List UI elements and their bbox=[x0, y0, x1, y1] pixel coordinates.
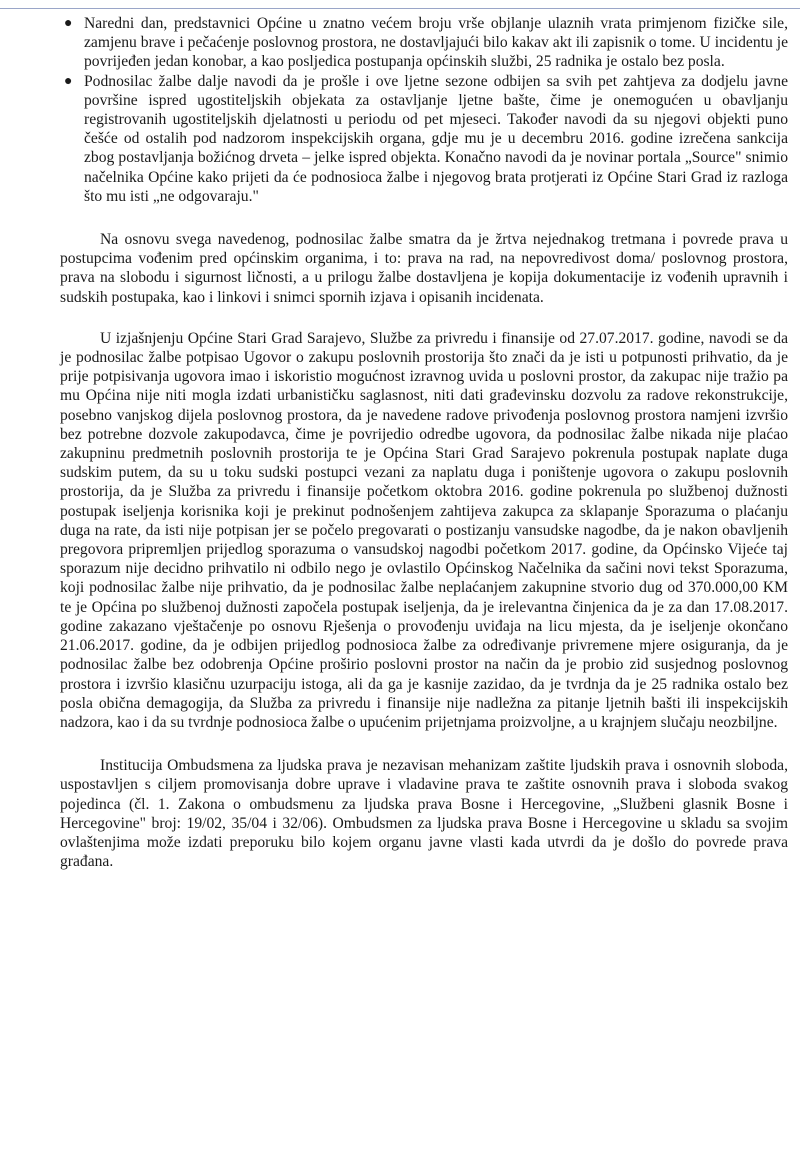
paragraph-summary: Na osnovu svega navedenog, podnosilac žalbe smatra da je žrtva nejednakog tretmana i povrede prava u postupcima vođenim pred općinskim organima, i to: prava na rad, na nepovredivost doma/ poslovnog prostora, prava na slobodu i sigurnost ličnosti, a u prilogu žalbe dostavljena je kopija dokumentacije iz vođenih upravnih i sudskih postupaka, kao i linkovi i snimci spornih izjava i opisanih incidenata. bbox=[60, 231, 788, 306]
bullet-icon: ● bbox=[64, 73, 73, 89]
list-item bbox=[60, 14, 788, 72]
document-page bbox=[60, 14, 788, 871]
bullet-text-2: Podnosilac žalbe dalje navodi da je prošle i ove ljetne sezone odbijen sa svih pet zahtjeva za dodjelu javne površine ispred ugostiteljskih objekata za ostavljanje ljetne bašte, čime je onemogućen u obavljanju registrovanih ugostiteljskih djelatnosti u periodu od pet mjeseci. Također navodi da su njegovi objekti puno češće od ostalih pod nadzorom inspekcijskih organa, gdje mu je u decembru 2016. godine izrečena sankcija zbog postavljanja božićnog drveta – jelke ispred objekta. Konačno navodi da je novinar portala „Source" snimio načelnika Općine kako prijeti da će podnosioca žalbe i njegovog brata protjerati iz Općine Stari Grad iz razloga što mu isti „ne odgovaraju." bbox=[84, 72, 788, 205]
bullet-text-1: Naredni dan, predstavnici Općine u znatno većem broju vrše objlanje ulaznih vrata primjenom fizičke sile, zamjenu brave i pečaćenje poslovnog prostora, ne dostavljajući bilo kakav akt ili zapisnik o tome. U incidentu je povrijeđen jedan konobar, a kao posljedica postupanja općinskih službi, 25 radnika je ostalo bez posla. bbox=[84, 15, 788, 71]
paragraph-municipality-statement: U izjašnjenju Općine Stari Grad Sarajevo, Službe za privredu i finansije od 27.07.2017. godine, navodi se da je podnosilac žalbe potpisao Ugovor o zakupu poslovnih prostorija što znači da je isti u potpunosti prihvatio, da je prije potpisivanja ugovora imao i iskoristio mogućnost izravnog uvida u poslovni prostor, da zakupac nije tražio pa mu Općina nije niti mogla izdati urbanističku saglasnost, niti dati građevinsku dozvolu za radove rekonstrukcije, posebno vanjskog dijela poslovnog prostora, da je navedene radove privođenja poslovnog prostora namjeni izvršio bez potrebne dozvole zakupodavca, čime je povrijedio odredbe ugovora, da podnosilac žalbe nikada nije plaćao zakupninu predmetnih poslovnih prostorija te je Općina Stari Grad Sarajevo pokrenula postupak naplate duga sudskim putem, da su u toku sudski postupci vezani za naplatu duga i poništenje ugovora o zakupu poslovnih prostorija, da je Služba za privredu i finansije početkom oktobra 2016. godine pokrenula po službenoj dužnosti postupak iseljenja korisnika koji je prekinut podnošenjem zahtijeva zakupca za sklapanje Sporazuma o plaćanju duga na rate, da isti nije potpisan jer se počelo pregovarati o postizanju vansudske nagodbe, da je nakon obavljenih pregovora pripremljen prijedlog sporazuma o vansudskoj nagodbi početkom 2017. godine, da Općinsko Vijeće taj sporazum nije decidno prihvatilo ni odbilo nego je ovlastilo Općinskog Načelnika da sačini novi tekst Sporazuma, koji podnosilac žalbe nije prihvatio, da je podnosilac žalbe neplaćanjem zakupnine stvorio dug od 370.000,00 KM te je Općina po službenoj dužnosti započela postupak iseljenja, da je irelevantna činjenica da je za dan 17.08.2017. godine zakazano vještačenje po osnovu Rješenja o provođenju uviđaja na licu mjesta, da je iseljenje okončano 21.06.2017. godine, da je odbijen prijedlog podnosioca žalbe za određivanje privremene mjere osiguranja, da je podnosilac žalbe bez odobrenja Općine proširio poslovni prostor na način da je probio zid susjednog poslovnog prostora i izvršio klasičnu uzurpaciju istoga, ali da ga je kasnije zazidao, da je tvrdnja da je 25 radnika ostalo bez posla obična demagogija, da Služba za privredu i finansije nije nadležna za pitanje ljetnih bašti ili inspekcijskih nadzora, kao i da su tvrdnje podnosioca žalbe o upućenim prijetnjama proizvoljne, a u krajnjem slučaju neozbiljne. bbox=[60, 329, 788, 731]
bullet-list bbox=[60, 14, 788, 206]
bullet-icon: ● bbox=[64, 16, 73, 31]
top-rule-line bbox=[0, 8, 800, 9]
paragraph-ombudsman-institution: Institucija Ombudsmena za ljudska prava je nezavisan mehanizam zaštite ljudskih prava i osnovnih sloboda, uspostavljen s ciljem promovisanja dobre uprave i vladavine prava te zaštite osnovnih prava i sloboda svakog pojedinca (čl. 1. Zakona o ombudsmenu za ljudska prava Bosne i Hercegovine, „Službeni glasnik Bosne i Hercegovine" broj: 19/02, 35/04 i 32/06). Ombudsmen za ljudska prava Bosne i Hercegovine u skladu sa svojim ovlaštenjima može izdati preporuku bilo kojem organu javne vlasti kada utvrdi da je došlo do povrede prava građana. bbox=[60, 757, 788, 871]
list-item bbox=[60, 72, 788, 206]
